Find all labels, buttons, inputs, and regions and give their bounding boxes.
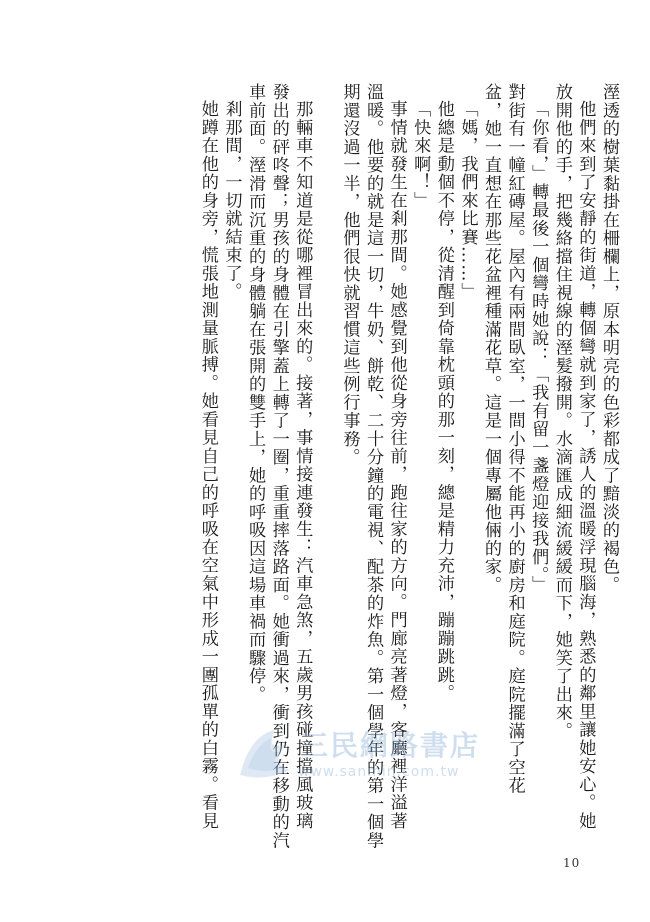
text-column: 車前面。溼滑而沉重的身體躺在張開的雙手上，她的呼吸因這場車禍而驟停。 (245, 83, 266, 704)
text-column: 期還沒過一半，他們很快就習慣這些例行事務。 (339, 83, 360, 467)
text-column: 「媽，我們來比賽……」 (457, 100, 478, 301)
watermark-text: 三民網路書店 (300, 729, 481, 762)
text-column: 溼透的樹葉黏掛在柵欄上，原本明亮的色彩都成了黯淡的褐色。 (599, 83, 619, 594)
text-column: 溫暖。他要的就是這一切，牛奶、餅乾、二十分鐘的電視、配茶的炸魚。第一個學年的第一個學 (363, 83, 384, 850)
watermark-url: www.sanmin.com.tw (298, 764, 460, 780)
text-column: 事情就發生在剎那間。她感覺到他從身旁往前，跑往家的方向。門廊亮著燈，客廳裡洋溢著 (386, 100, 407, 830)
text-column: 她蹲在他的身旁，慌張地測量脈搏。她看見自己的呼吸在空氣中形成一團孤單的白霧。看見 (197, 100, 218, 830)
text-column: 發出的砰咚聲；男孩的身體在引擎蓋上轉了一圈，重重摔落路面。她衝過來，衝到仍在移動的汽 (268, 83, 289, 850)
text-column: 他們來到了安靜的街道，轉個彎就到家了，誘人的溫暖浮現腦海，熟悉的鄰里讓她安心。她 (575, 100, 596, 830)
text-column: 盆，她一直想在那些花盆裡種滿花草。這是一個專屬他倆的家。 (481, 83, 502, 594)
body-text (195, 83, 620, 850)
text-column: 剎那間，一切就結束了。 (221, 100, 242, 301)
text-column: 「快來啊！」 (410, 100, 431, 210)
text-column: 放開他的手，把幾絡擋住視線的溼髮撥開。水滴匯成細流緩緩而下，她笑了出來。 (551, 83, 572, 740)
text-column: 他總是動個不停，從清醒到倚靠枕頭的那一刻，總是精力充沛，蹦蹦跳跳。 (433, 100, 454, 703)
text-column: 對街有一幢紅磚屋。屋內有兩間臥室，一間小得不能再小的廚房和庭院。庭院擺滿了空花 (504, 83, 525, 795)
text-column: 「你看，」轉最後一個彎時她說：「我有留一盞燈迎接我們。」 (528, 100, 549, 594)
text-column: 那輛車不知道是從哪裡冒出來的。接著，事情接連發生：汽車急煞，五歲男孩碰撞擋風玻璃 (292, 100, 313, 830)
page-number: 10 (563, 856, 581, 870)
